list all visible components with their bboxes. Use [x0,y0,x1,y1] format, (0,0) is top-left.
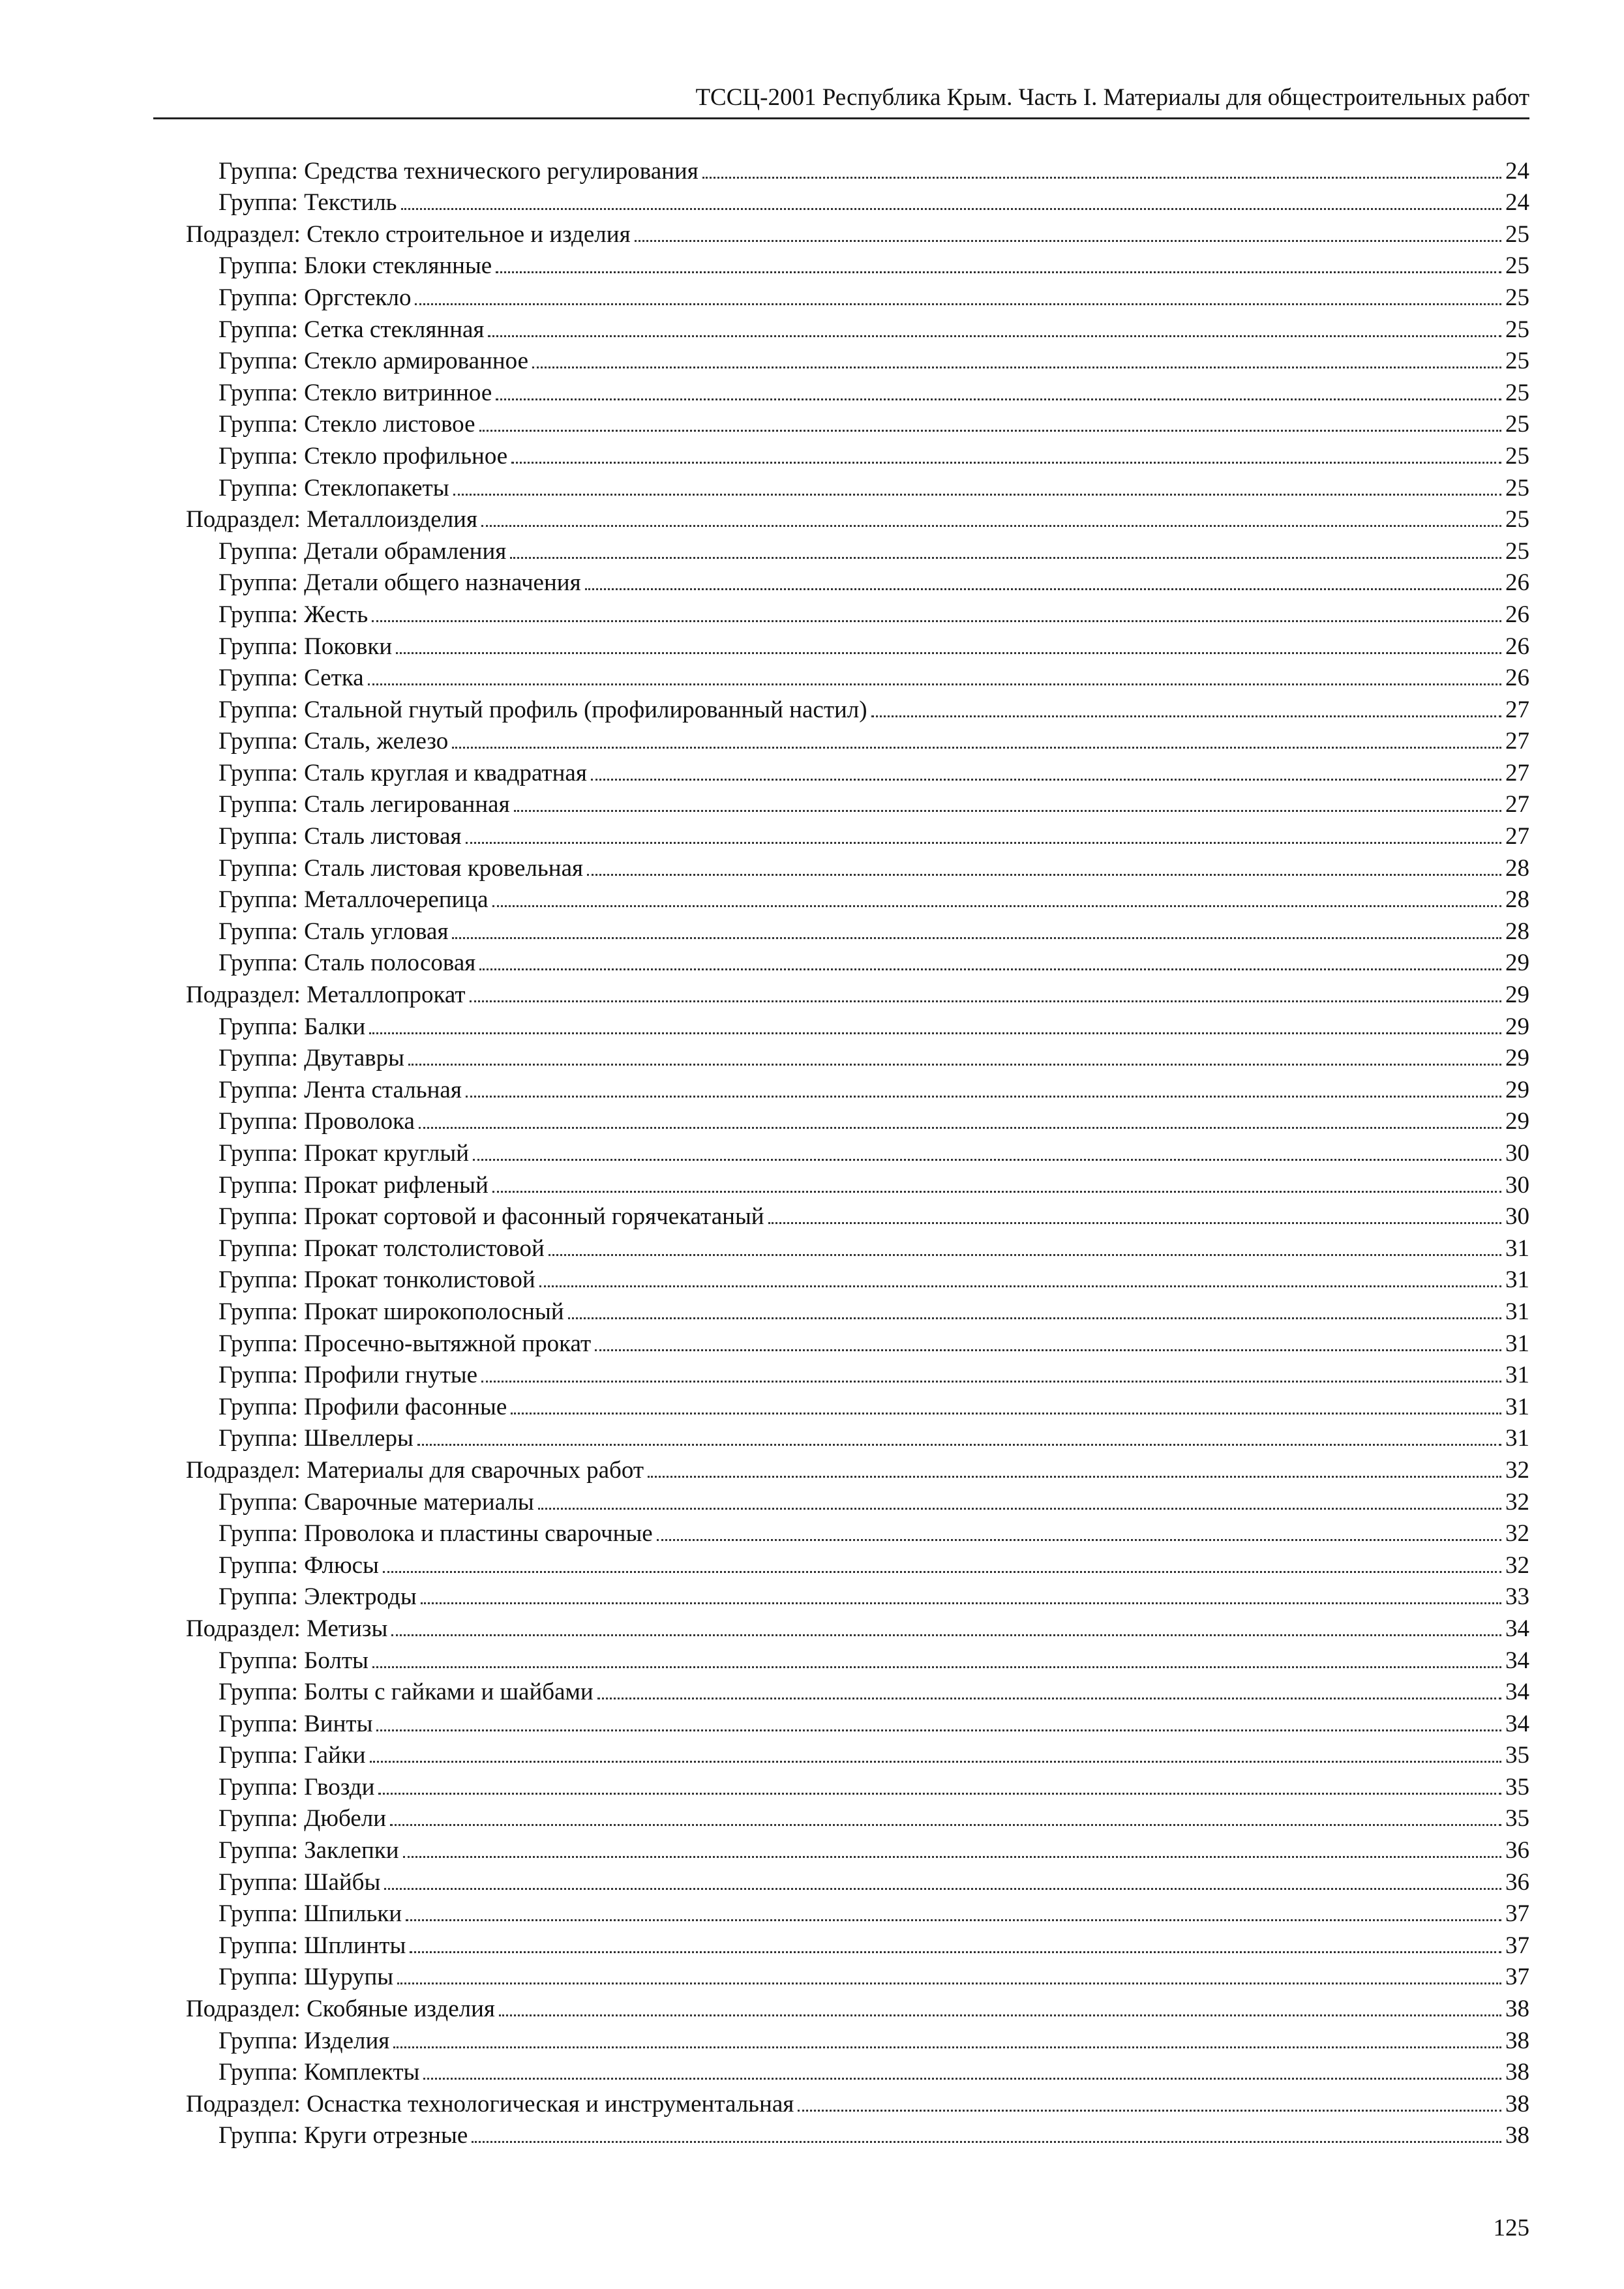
toc-entry-page-number: 31 [1505,1298,1529,1325]
toc-entry-label: Группа: Шайбы [218,1868,381,1896]
toc-entry-label: Группа: Стекло витринное [218,379,492,406]
toc-dot-leader [702,177,1501,179]
toc-entry-page-number: 30 [1505,1171,1529,1199]
toc-entry-page-number: 26 [1505,665,1529,692]
toc-dot-leader [421,1602,1501,1604]
toc-entry-page-number: 38 [1505,2027,1529,2054]
toc-dot-leader [538,1508,1501,1510]
toc-dot-leader [568,1317,1501,1319]
toc-group-entry[interactable] [153,154,1529,186]
toc-entry-page-number: 29 [1505,1076,1529,1103]
toc-entry-label: Группа: Винты [218,1710,373,1737]
toc-entry-page-number: 34 [1505,1615,1529,1642]
toc-entry-label: Группа: Стекло листовое [218,411,475,438]
toc-entry-label: Группа: Детали общего назначения [218,569,581,597]
toc-group-entry[interactable] [153,914,1529,946]
toc-entry-label: Группа: Оргстекло [218,284,412,311]
toc-dot-leader [514,810,1501,812]
toc-entry-page-number: 28 [1505,918,1529,945]
toc-dot-leader [410,1951,1501,1953]
toc-entry-label: Группа: Блоки стеклянные [218,252,492,280]
toc-entry-page-number: 29 [1505,1045,1529,1072]
toc-dot-leader [768,1222,1501,1224]
toc-entry-page-number: 34 [1505,1647,1529,1674]
toc-dot-leader [496,398,1501,400]
toc-entry-label: Группа: Прокат круглый [218,1140,470,1167]
toc-group-entry[interactable] [153,1073,1529,1105]
toc-dot-leader [423,2078,1501,2080]
toc-dot-leader [391,1634,1501,1636]
toc-entry-page-number: 27 [1505,759,1529,786]
toc-dot-leader [473,1159,1501,1161]
toc-group-entry[interactable] [153,408,1529,440]
toc-subsection-entry[interactable] [153,978,1529,1010]
toc-group-entry[interactable] [153,439,1529,471]
toc-entry-label: Подраздел: Материалы для сварочных работ [186,1456,644,1484]
toc-group-entry[interactable] [153,186,1529,218]
toc-dot-leader [378,1793,1501,1795]
toc-entry-label: Группа: Сталь, железо [218,728,449,755]
toc-entry-page-number: 37 [1505,1932,1529,1959]
toc-entry-label: Группа: Проволока и пластины сварочные [218,1520,653,1548]
toc-dot-leader [871,715,1501,717]
toc-dot-leader [466,842,1501,844]
toc-group-entry[interactable] [153,1548,1529,1580]
header-divider [153,117,1529,119]
toc-entry-page-number: 25 [1505,252,1529,280]
toc-group-entry[interactable] [153,471,1529,503]
toc-entry-label: Группа: Болты [218,1647,368,1674]
toc-entry-page-number: 25 [1505,537,1529,565]
toc-entry-page-number: 31 [1505,1234,1529,1262]
toc-group-entry[interactable] [153,629,1529,661]
toc-dot-leader [549,1254,1501,1256]
toc-entry-page-number: 25 [1505,379,1529,406]
toc-entry-label: Группа: Проволока [218,1108,415,1135]
toc-dot-leader [585,588,1501,590]
toc-entry-label: Группа: Сталь легированная [218,791,510,818]
toc-entry-label: Группа: Балки [218,1013,366,1040]
toc-entry-page-number: 37 [1505,1900,1529,1928]
toc-dot-leader [492,905,1501,907]
toc-entry-page-number: 27 [1505,696,1529,723]
toc-entry-page-number: 25 [1505,348,1529,375]
toc-entry-page-number: 29 [1505,981,1529,1009]
toc-entry-label: Группа: Комплекты [218,2059,420,2086]
toc-entry-label: Подраздел: Металлопрокат [186,981,466,1009]
toc-group-entry[interactable] [153,1897,1529,1929]
toc-entry-page-number: 30 [1505,1140,1529,1167]
toc-entry-label: Группа: Гайки [218,1742,366,1769]
toc-entry-label: Группа: Сетка стеклянная [218,316,485,343]
toc-dot-leader [390,1824,1501,1826]
toc-dot-leader [369,1032,1501,1034]
toc-subsection-entry[interactable] [153,1453,1529,1485]
toc-entry-page-number: 31 [1505,1330,1529,1357]
toc-entry-label: Группа: Швеллеры [218,1425,414,1452]
toc-entry-label: Подраздел: Оснастка технологическая и инструментальная [186,2090,794,2117]
toc-entry-page-number: 34 [1505,1679,1529,1706]
toc-entry-page-number: 25 [1505,506,1529,533]
toc-subsection-entry[interactable] [153,1611,1529,1643]
toc-entry-page-number: 27 [1505,791,1529,818]
toc-entry-label: Группа: Прокат рифленый [218,1171,489,1199]
toc-entry-label: Группа: Прокат толстолистовой [218,1234,545,1262]
toc-entry-page-number: 26 [1505,601,1529,628]
toc-group-entry[interactable] [153,1802,1529,1834]
toc-entry-label: Группа: Стекло армированное [218,348,529,375]
toc-entry-label: Группа: Прокат сортовой и фасонный горячекатаный [218,1203,764,1231]
page-header-title: ТССЦ-2001 Республика Крым. Часть I. Материалы для общестроительных работ [695,84,1529,111]
toc-entry-page-number: 38 [1505,2122,1529,2149]
toc-entry-page-number: 27 [1505,823,1529,850]
toc-dot-leader [417,1444,1501,1446]
toc-group-entry[interactable] [153,1168,1529,1200]
toc-entry-label: Группа: Двутавры [218,1045,404,1072]
toc-entry-label: Группа: Детали обрамления [218,537,507,565]
toc-group-entry[interactable] [153,883,1529,915]
toc-group-entry[interactable] [153,1358,1529,1390]
toc-dot-leader [452,937,1501,939]
toc-dot-leader [488,335,1501,337]
toc-dot-leader [408,1064,1501,1066]
toc-entry-page-number: 29 [1505,1013,1529,1040]
toc-dot-leader [481,525,1501,527]
toc-entry-page-number: 36 [1505,1868,1529,1896]
toc-subsection-entry[interactable] [153,2087,1529,2119]
toc-entry-label: Группа: Текстиль [218,189,397,217]
toc-group-entry[interactable] [153,1105,1529,1137]
toc-entry-page-number: 24 [1505,157,1529,185]
toc-group-entry[interactable] [153,756,1529,788]
toc-group-entry[interactable] [153,1643,1529,1675]
toc-entry-label: Группа: Прокат широкополосный [218,1298,564,1325]
toc-dot-leader [511,462,1501,464]
toc-entry-page-number: 28 [1505,886,1529,914]
toc-entry-label: Группа: Гвозди [218,1773,375,1801]
toc-dot-leader [383,1571,1501,1573]
toc-group-entry[interactable] [153,1675,1529,1707]
toc-entry-label: Группа: Средства технического регулирования [218,157,699,185]
toc-dot-leader [648,1476,1501,1478]
toc-dot-leader [798,2110,1501,2112]
toc-group-entry[interactable] [153,1136,1529,1168]
toc-group-entry[interactable] [153,2056,1529,2087]
toc-dot-leader [401,208,1501,210]
toc-group-entry[interactable] [153,1833,1529,1865]
toc-entry-label: Группа: Сварочные материалы [218,1488,534,1516]
toc-group-entry[interactable] [153,566,1529,598]
toc-entry-label: Группа: Шпильки [218,1900,402,1928]
toc-dot-leader [597,1698,1501,1699]
toc-entry-page-number: 29 [1505,950,1529,977]
toc-group-entry[interactable] [153,851,1529,883]
toc-entry-page-number: 31 [1505,1266,1529,1294]
toc-group-entry[interactable] [153,2024,1529,2056]
toc-dot-leader [470,1000,1501,1002]
toc-entry-page-number: 31 [1505,1393,1529,1420]
toc-dot-leader [511,1413,1501,1414]
toc-dot-leader [587,874,1501,876]
toc-entry-page-number: 25 [1505,316,1529,343]
toc-subsection-entry[interactable] [153,503,1529,535]
toc-dot-leader [532,367,1501,368]
toc-entry-page-number: 25 [1505,284,1529,311]
toc-dot-leader [479,968,1501,970]
toc-entry-label: Группа: Шплинты [218,1932,406,1959]
toc-dot-leader [510,557,1501,559]
toc-dot-leader [397,1982,1501,1984]
toc-entry-page-number: 24 [1505,189,1529,217]
toc-group-entry[interactable] [153,1928,1529,1960]
toc-entry-page-number: 37 [1505,1964,1529,1991]
toc-group-entry[interactable] [153,1485,1529,1517]
toc-entry-label: Группа: Стеклопакеты [218,474,449,501]
toc-entry-page-number: 34 [1505,1710,1529,1737]
toc-group-entry[interactable] [153,1580,1529,1612]
toc-subsection-entry[interactable] [153,1992,1529,2024]
toc-dot-leader [376,1729,1501,1731]
toc-entry-page-number: 30 [1505,1203,1529,1231]
toc-dot-leader [539,1285,1501,1287]
toc-entry-label: Подраздел: Метизы [186,1615,388,1642]
toc-entry-label: Группа: Сталь полосовая [218,950,476,977]
toc-dot-leader [481,1381,1501,1383]
toc-group-entry[interactable] [153,280,1529,312]
toc-dot-leader [393,2046,1501,2048]
toc-group-entry[interactable] [153,661,1529,693]
toc-group-entry[interactable] [153,597,1529,629]
toc-entry-page-number: 26 [1505,633,1529,660]
toc-entry-page-number: 38 [1505,1996,1529,2023]
toc-group-entry[interactable] [153,376,1529,408]
toc-group-entry[interactable] [153,2119,1529,2151]
toc-group-entry[interactable] [153,819,1529,851]
toc-entry-label: Группа: Профили фасонные [218,1393,507,1420]
toc-entry-label: Группа: Просечно-вытяжной прокат [218,1330,592,1357]
toc-dot-leader [496,271,1501,273]
toc-subsection-entry[interactable] [153,217,1529,249]
toc-dot-leader [499,2014,1501,2016]
toc-entry-label: Группа: Болты с гайками и шайбами [218,1679,594,1706]
toc-entry-label: Группа: Жесть [218,601,368,628]
toc-dot-leader [452,747,1501,749]
toc-entry-label: Группа: Круги отрезные [218,2122,468,2149]
toc-entry-label: Группа: Изделия [218,2027,390,2054]
toc-group-entry[interactable] [153,1770,1529,1802]
toc-group-entry[interactable] [153,1231,1529,1263]
toc-group-entry[interactable] [153,1739,1529,1771]
toc-entry-page-number: 32 [1505,1520,1529,1548]
toc-dot-leader [466,1096,1501,1098]
toc-entry-label: Группа: Электроды [218,1583,417,1611]
toc-group-entry[interactable] [153,1390,1529,1422]
toc-entry-label: Группа: Металлочерепица [218,886,489,914]
toc-entry-page-number: 33 [1505,1583,1529,1611]
toc-entry-label: Группа: Профили гнутые [218,1362,478,1389]
toc-entry-page-number: 25 [1505,474,1529,501]
toc-entry-label: Группа: Флюсы [218,1551,379,1579]
toc-dot-leader [492,1191,1501,1193]
toc-group-entry[interactable] [153,1010,1529,1041]
toc-group-entry[interactable] [153,946,1529,978]
toc-entry-page-number: 25 [1505,442,1529,470]
toc-group-entry[interactable] [153,1041,1529,1073]
toc-entry-label: Группа: Прокат тонколистовой [218,1266,535,1294]
toc-entry-label: Подраздел: Скобяные изделия [186,1996,495,2023]
toc-entry-page-number: 31 [1505,1425,1529,1452]
toc-entry-page-number: 29 [1505,1108,1529,1135]
toc-entry-page-number: 32 [1505,1456,1529,1484]
toc-group-entry[interactable] [153,1707,1529,1739]
toc-group-entry[interactable] [153,788,1529,820]
toc-dot-leader [595,1349,1501,1351]
toc-group-entry[interactable] [153,312,1529,344]
toc-group-entry[interactable] [153,1422,1529,1454]
table-of-contents [153,154,1529,2150]
toc-dot-leader [635,240,1501,242]
toc-entry-page-number: 36 [1505,1837,1529,1864]
toc-entry-label: Подраздел: Стекло строительное и изделия [186,220,631,248]
toc-entry-page-number: 28 [1505,854,1529,882]
toc-entry-page-number: 32 [1505,1488,1529,1516]
toc-entry-label: Группа: Лента стальная [218,1076,462,1103]
toc-entry-page-number: 35 [1505,1805,1529,1833]
toc-entry-page-number: 27 [1505,728,1529,755]
toc-dot-leader [415,303,1501,305]
toc-entry-label: Группа: Шурупы [218,1964,394,1991]
toc-dot-leader [403,1856,1501,1858]
toc-entry-page-number: 35 [1505,1742,1529,1769]
toc-entry-page-number: 26 [1505,569,1529,597]
toc-entry-label: Группа: Сталь круглая и квадратная [218,759,587,786]
page-number: 125 [1493,2215,1529,2241]
toc-group-entry[interactable] [153,1865,1529,1897]
toc-group-entry[interactable] [153,1960,1529,1992]
toc-group-entry[interactable] [153,1200,1529,1232]
toc-entry-label: Группа: Стальной гнутый профиль (профилированный настил) [218,696,867,723]
toc-group-entry[interactable] [153,1263,1529,1295]
toc-entry-label: Подраздел: Металлоизделия [186,506,477,533]
toc-dot-leader [419,1127,1501,1129]
toc-group-entry[interactable] [153,1326,1529,1358]
toc-entry-page-number: 25 [1505,220,1529,248]
toc-dot-leader [396,652,1501,654]
toc-dot-leader [406,1919,1501,1921]
toc-entry-page-number: 25 [1505,411,1529,438]
toc-dot-leader [591,779,1501,781]
toc-dot-leader [372,1666,1501,1668]
toc-entry-page-number: 35 [1505,1773,1529,1801]
toc-group-entry[interactable] [153,1517,1529,1549]
toc-group-entry[interactable] [153,693,1529,725]
toc-dot-leader [657,1539,1501,1541]
toc-dot-leader [453,494,1501,496]
toc-entry-page-number: 38 [1505,2090,1529,2117]
toc-entry-label: Группа: Сталь листовая [218,823,462,850]
toc-entry-label: Группа: Сетка [218,665,364,692]
toc-group-entry[interactable] [153,725,1529,756]
toc-dot-leader [472,2141,1501,2143]
toc-dot-leader [372,620,1501,622]
toc-entry-page-number: 32 [1505,1551,1529,1579]
toc-entry-label: Группа: Дюбели [218,1805,387,1833]
toc-entry-page-number: 31 [1505,1362,1529,1389]
toc-group-entry[interactable] [153,249,1529,281]
toc-entry-label: Группа: Сталь угловая [218,918,449,945]
toc-entry-label: Группа: Сталь листовая кровельная [218,854,584,882]
toc-dot-leader [384,1888,1501,1890]
toc-group-entry[interactable] [153,344,1529,376]
toc-group-entry[interactable] [153,1294,1529,1326]
toc-dot-leader [479,430,1501,432]
toc-entry-label: Группа: Стекло профильное [218,442,508,470]
toc-dot-leader [370,1761,1501,1763]
toc-entry-page-number: 38 [1505,2059,1529,2086]
toc-dot-leader [368,683,1501,685]
toc-group-entry[interactable] [153,534,1529,566]
toc-entry-label: Группа: Заклепки [218,1837,399,1864]
toc-entry-label: Группа: Поковки [218,633,393,660]
